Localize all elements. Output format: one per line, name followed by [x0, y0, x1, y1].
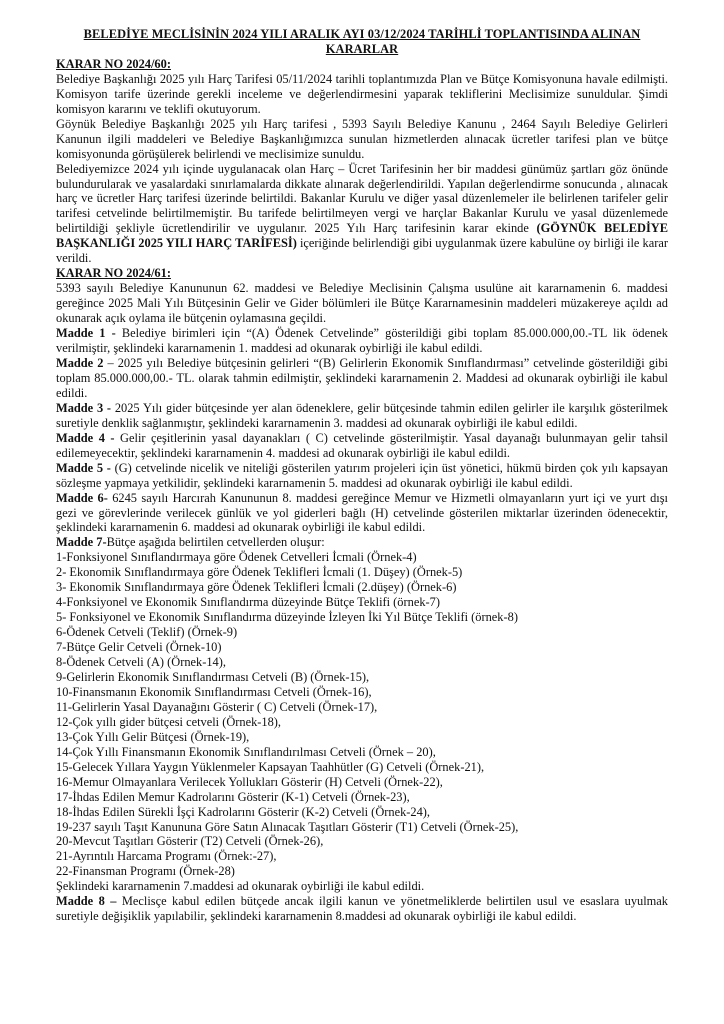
- schedule-list-item: 13-Çok Yıllı Gelir Bütçesi (Örnek-19),: [56, 729, 250, 744]
- article-4-label: Madde 4 -: [56, 430, 115, 445]
- decision-61-intro: 5393 sayılı Belediye Kanununun 62. maddesi ve Belediye Meclisinin Çalışma usulüne ait kararnamenin 6. maddesi gereğince 2025 Mali Yılı Bütçesinin Gelir ve Gider bölümleri ile Bütçe Kararnamesinin maddeleri müzakereye açıldı ad okunarak açık oylama ile bütçenin oylamasına geçildi.: [56, 281, 668, 326]
- article-8: [56, 894, 668, 924]
- schedule-list-item: 21-Ayrıntılı Harcama Programı (Örnek:-27),: [56, 849, 277, 864]
- schedule-list-item: 6-Ödenek Cetveli (Teklif) (Örnek-9): [56, 625, 238, 640]
- article-6: [56, 491, 668, 536]
- schedule-list-item: 9-Gelirlerin Ekonomik Sınıflandırması Cetveli (B) (Örnek-15),: [56, 669, 370, 684]
- article-5-text: (G) cetvelinde nicelik ve niteliği gösterilen yatırım projeleri için üst yönetici, hükmü birden çok yılı kapsayan sözleşme yapmaya yetkilidir, şeklindeki kararnamenin 5. maddesi ad okunarak oybirliği ile kabul edildi.: [56, 460, 668, 490]
- article-2: [56, 356, 668, 401]
- decision-60-paragraph-1: Belediye Başkanlığı 2025 yılı Harç Tarifesi 05/11/2024 tarihli toplantımızda Plan ve Bütçe Komisyonuna havale edilmişti. Komisyon tarife üzerinde gerekli inceleme ve değerlendirmesini yaparak tekliflerini Meclisimize sunuldular. Şimdi komisyon kararını ve teklifi okutuyorum.: [56, 71, 668, 116]
- article-7-closing: Şeklindeki kararnamenin 7.maddesi ad okunarak oybirliği ile kabul edildi.: [56, 879, 425, 894]
- schedule-list-item: 3- Ekonomik Sınıflandırmaya göre Ödenek Teklifleri İcmali (2.düşey) (Örnek-6): [56, 580, 457, 595]
- article-2-label: Madde 2: [56, 355, 104, 370]
- document-title: BELEDİYE MECLİSİNİN 2024 YILI ARALIK AYI 03/12/2024 TARİHLİ TOPLANTISINDA ALINAN KARARLAR: [83, 27, 641, 56]
- schedule-list-item: 16-Memur Olmayanlara Verilecek Yollukları Gösterir (H) Cetveli (Örnek-22),: [56, 774, 443, 789]
- decision-heading-60: KARAR NO 2024/60:: [56, 56, 171, 71]
- article-6-label: Madde 6-: [56, 490, 108, 505]
- article-5: [56, 461, 668, 491]
- schedule-list-item: 8-Ödenek Cetveli (A) (Örnek-14),: [56, 655, 226, 670]
- article-3: [56, 401, 668, 431]
- article-7: [56, 535, 668, 550]
- article-6-text: 6245 sayılı Harcırah Kanununun 8. maddesi gereğince Memur ve Hizmetli olmayanların yurt içi ve yurt dışı gezi ve görevlerinde verilecek günlük ve yol giderleri bağlı (H) cetvelinde gösterilen miktarlar üzerinden ödenecektir, şeklindeki kararnamenin 6. maddesi ad okunarak oybirliği ile kabul edildi.: [56, 490, 668, 535]
- article-5-label: Madde 5 -: [56, 460, 111, 475]
- decision-60-paragraph-3: [56, 162, 668, 267]
- article-2-text: – 2025 yılı Belediye bütçesinin gelirleri “(B) Gelirlerin Ekonomik Sınıflandırması” cetvelinde gösterildiği gibi toplam 85.000.000,00.- TL. olarak tahmin edilmiştir, şeklindeki kararnamenin 2. Maddesi ad okunarak oybirliği ile kabul edildi.: [56, 355, 669, 400]
- article-7-text: Bütçe aşağıda belirtilen cetvellerden oluşur:: [106, 535, 325, 550]
- decision-60-paragraph-3-end: içeriğinde belirlendiği gibi uygulanmak üzere kabulüne oy birliği ile karar verildi.: [56, 236, 668, 266]
- article-8-label: Madde 8 –: [56, 894, 117, 909]
- schedule-list-item: 11-Gelirlerin Yasal Dayanağını Gösterir ( C) Cetveli (Örnek-17),: [56, 699, 378, 714]
- schedule-list-item: 15-Gelecek Yıllara Yaygın Yüklenmeler Kapsayan Taahhütler (G) Cetveli (Örnek-21),: [56, 759, 485, 774]
- article-7-label: Madde 7-: [56, 535, 107, 550]
- article-1: [56, 326, 668, 356]
- schedule-list-item: 17-İhdas Edilen Memur Kadrolarını Gösterir (K-1) Cetveli (Örnek-23),: [56, 789, 410, 804]
- article-3-text: 2025 Yılı gider bütçesinde yer alan ödeneklere, gelir bütçesinde tahmin edilen gelirler ile karşılık gösterilmek suretiyle denklik sağlanmıştır, şeklindeki kararnamenin 3. maddesi ad okunarak oybirliği ile kabul edildi.: [56, 400, 668, 430]
- schedule-list-item: 19-237 sayılı Taşıt Kanununa Göre Satın Alınacak Taşıtları Gösterir (T1) Cetveli (Örnek-25),: [56, 819, 519, 834]
- decision-heading-61: KARAR NO 2024/61:: [56, 266, 171, 281]
- schedule-list-item: 4-Fonksiyonel ve Ekonomik Sınıflandırma düzeyinde Bütçe Teklifi (örnek-7): [56, 595, 440, 610]
- schedule-list-item: 20-Mevcut Taşıtları Gösterir (T2) Cetveli (Örnek-26),: [56, 834, 324, 849]
- schedule-list-item: 12-Çok yıllı gider bütçesi cetveli (Örnek-18),: [56, 714, 282, 729]
- schedule-list-item: 7-Bütçe Gelir Cetveli (Örnek-10): [56, 640, 222, 655]
- article-4-text: Gelir çeşitlerinin yasal dayanakları ( C) cetvelinde gösterilmiştir. Yasal dayanağı bulunmayan gelir tahsil edilemeyecektir, şeklindeki kararnamenin 4. maddesi ad okunarak oybirliği ile kabul edildi.: [56, 430, 668, 460]
- schedule-list-item: 2- Ekonomik Sınıflandırmaya göre Ödenek Teklifleri İcmali (1. Düşey) (Örnek-5): [56, 565, 463, 580]
- article-4: [56, 431, 668, 461]
- schedule-list-item: 18-İhdas Edilen Sürekli İşçi Kadrolarını Gösterir (K-2) Cetveli (Örnek-24),: [56, 804, 431, 819]
- decision-60-paragraph-2: Göynük Belediye Başkanlığı 2025 yılı Harç tarifesi , 5393 Sayılı Belediye Kanunu , 2464 Sayılı Belediye Gelirleri Kanunun ilgili maddeleri ve Belediye Başkanlığımızca sunulan hizmetlerden alınacak ücretler tarifesi plan ve bütçe komisyonunda görüşülerek belirlendi ve meclisimize sunuldu.: [56, 116, 668, 161]
- schedule-list: [56, 550, 668, 879]
- article-1-text: Belediye birimleri için “(A) Ödenek Cetvelinde” gösterildiği gibi toplam 85.000.000,00.-TL lik ödenek verilmiştir, şeklindeki kararnamenin 1. maddesi ad okunarak oybirliği ile kabul edildi.: [56, 326, 668, 356]
- article-1-label: Madde 1 -: [56, 326, 116, 341]
- decision-60-tariff-name: (GÖYNÜK BELEDİYE BAŞKANLIĞI 2025 YILI HARÇ TARİFESİ): [56, 221, 668, 251]
- schedule-list-item: 10-Finansmanın Ekonomik Sınıflandırması Cetveli (Örnek-16),: [56, 684, 372, 699]
- schedule-list-item: 22-Finansman Programı (Örnek-28): [56, 864, 235, 879]
- schedule-list-item: 14-Çok Yıllı Finansmanın Ekonomik Sınıflandırılması Cetveli (Örnek – 20),: [56, 744, 436, 759]
- decision-60-paragraph-3-text: Belediyemizce 2024 yılı içinde uygulanacak olan Harç – Ücret Tarifesinin her bir maddesi günümüz şartları göz önünde bulundurularak ve yasalardaki sınırlamalarda dikkate alınarak değerlendirildi. Yapılan değerlendirme sonucunda , alınacak harç ve ücretler Harç tarifesi üzerinde belirtildi. Bakanlar Kurulu ve diğer yasal düzenlemeler ile belirlenen tarifeler gelir tarifesi cetvelinde belirtilmemiştir. Bu tarifede belirtilmeyen vergi ve harçlar Bakanlar Kurulu ve yasal düzenlemede belirtildiği şekliyle ücretlendirilir ve uygulanır. 2025 Yılı Harç tarifesinin karar ekinde: [56, 161, 668, 236]
- article-8-text: Meclisçe kabul edilen bütçede ancak ilgili kanun ve yönetmeliklerde belirtilen usul ve esaslara uyulmak suretiyle değişiklik yapılabilir, şeklindeki kararnamenin 8.maddesi ad okunarak oybirliği ile kabul edildi.: [56, 894, 668, 924]
- article-3-label: Madde 3 -: [56, 400, 112, 415]
- schedule-list-item: 5- Fonksiyonel ve Ekonomik Sınıflandırma düzeyinde İzleyen İki Yıl Bütçe Teklifi (örnek-8): [56, 610, 518, 625]
- schedule-list-item: 1-Fonksiyonel Sınıflandırmaya göre Ödenek Cetvelleri İcmali (Örnek-4): [56, 550, 417, 565]
